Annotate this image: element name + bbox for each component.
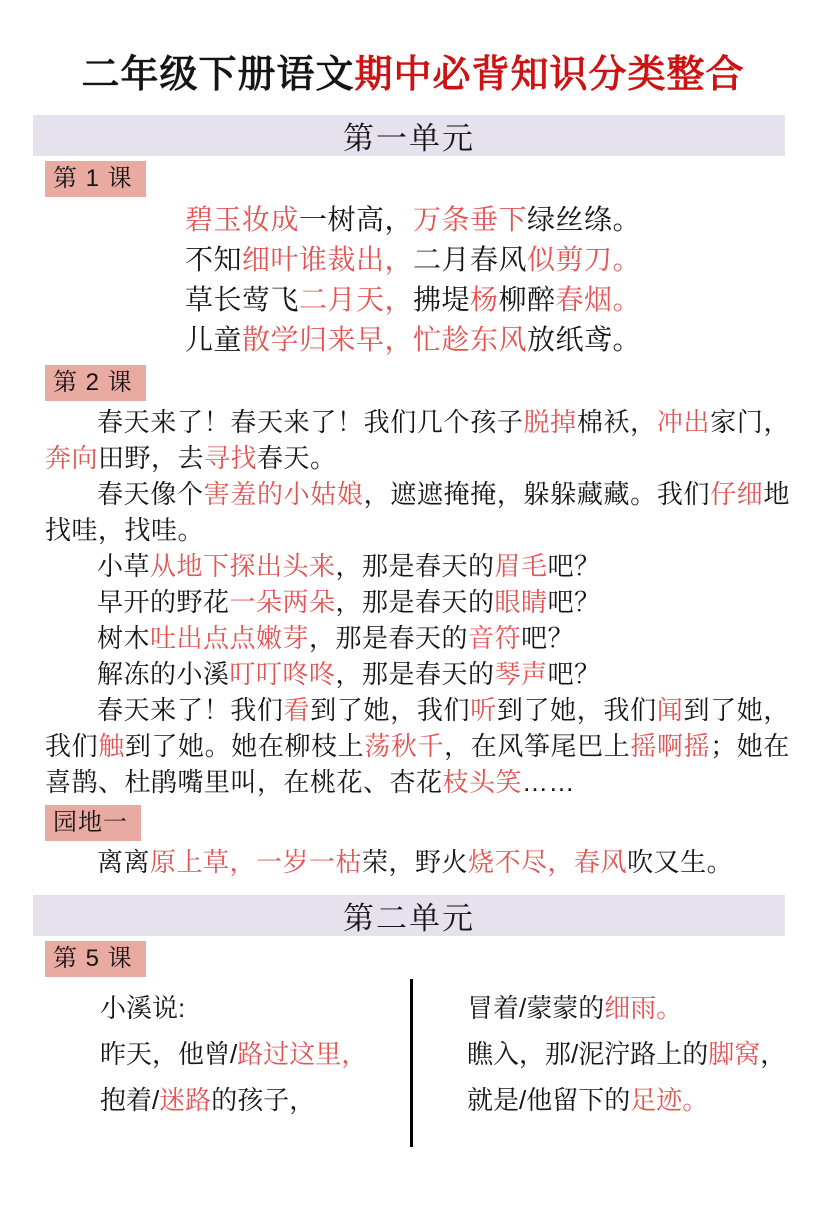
- text-run: 瞧入，那/泥泞路上的: [467, 1039, 709, 1069]
- text-run: 不知: [184, 244, 242, 275]
- text-run: 到了她。她在柳枝上: [124, 731, 365, 761]
- highlighted-text-run: 迷路: [159, 1085, 212, 1115]
- highlighted-text-run: 闻: [656, 695, 684, 725]
- text-run: 到了她，我们: [496, 695, 657, 725]
- text-run: ，那是春天的: [335, 587, 495, 617]
- text-run: 草长莺飞: [184, 284, 299, 315]
- page-title-black-part: 二年级下册语文: [81, 54, 355, 96]
- unit2-section-header: 第二单元: [33, 895, 785, 936]
- highlighted-text-run: 春烟。: [555, 284, 642, 315]
- highlighted-text-run: 奔向: [45, 443, 99, 473]
- highlighted-text-run: 一朵两朵: [229, 587, 336, 617]
- text-run: ；她在喜鹊、杜鹃嘴里叫，在桃花、杏花: [45, 731, 790, 797]
- lesson5-left-column: [45, 979, 410, 1147]
- highlighted-text-run: 听: [470, 695, 497, 725]
- text-run: ，: [760, 1039, 787, 1069]
- text-run: 的孩子，: [211, 1085, 316, 1115]
- garden1-text: [45, 844, 790, 880]
- highlighted-text-run: 散学归来早，忙趁东风: [241, 324, 527, 355]
- highlighted-text-run: 触: [98, 731, 125, 761]
- lesson1-label-row: [0, 161, 826, 197]
- garden1-label: 园地一: [45, 805, 141, 841]
- text-run: 地找哇，找哇。: [45, 479, 790, 545]
- garden1-poem-line: [45, 844, 790, 880]
- text-run: ，那是春天的: [335, 659, 495, 689]
- highlighted-text-run: 二月天，: [298, 284, 413, 315]
- lesson5-label-row: [0, 941, 826, 977]
- text-run: 家门，: [710, 407, 790, 437]
- garden1-label-row: [0, 805, 826, 841]
- text-run: 春天。: [257, 443, 337, 473]
- text-run: 抱着/: [100, 1085, 160, 1115]
- paragraph: [45, 404, 790, 476]
- text-run: ，那是春天的: [335, 551, 495, 581]
- highlighted-text-run: 寻找: [204, 443, 258, 473]
- verse-line: [100, 985, 410, 1031]
- lesson5-right-column: [413, 979, 796, 1147]
- text-run: 吧？: [547, 659, 601, 689]
- poem-line: [0, 240, 826, 280]
- highlighted-text-run: 细雨。: [604, 993, 683, 1023]
- lesson1-poem: [0, 200, 826, 360]
- text-run: 到了她，我们: [310, 695, 471, 725]
- lesson2-label-row: [0, 365, 826, 401]
- lesson2-label: 第 2 课: [45, 365, 146, 401]
- highlighted-text-run: 烧不尽，春风: [468, 847, 628, 877]
- text-run: 一树高，: [298, 204, 413, 235]
- text-run: 早开的野花: [97, 587, 230, 617]
- lesson5-two-column-block: [45, 979, 796, 1147]
- paragraph: [45, 656, 790, 692]
- highlighted-text-run: 万条垂下: [413, 204, 528, 235]
- text-run: 柳醉: [498, 284, 556, 315]
- text-run: 绿丝绦。: [527, 204, 642, 235]
- text-run: 放纸鸢。: [527, 324, 642, 355]
- text-run: 小溪说:: [100, 993, 186, 1023]
- paragraph: [45, 620, 790, 656]
- highlighted-text-run: 仔细: [710, 479, 764, 509]
- lesson2-text: [45, 404, 790, 800]
- highlighted-text-run: 琴声: [494, 659, 548, 689]
- text-run: ，遮遮掩掩，躲躲藏藏。我们: [363, 479, 711, 509]
- highlighted-text-run: 脚窝: [708, 1039, 761, 1069]
- highlighted-text-run: 路过这里，: [237, 1039, 368, 1069]
- highlighted-text-run: 看: [283, 695, 311, 725]
- paragraph: [45, 584, 790, 620]
- highlighted-text-run: 害羞的小姑娘: [203, 479, 364, 509]
- highlighted-text-run: 。: [682, 1085, 709, 1115]
- verse-line: [467, 1031, 796, 1077]
- text-run: 吧？: [547, 587, 601, 617]
- highlighted-text-run: 吐出点点嫩芽: [150, 623, 310, 653]
- text-run: 春天像个: [97, 479, 204, 509]
- highlighted-text-run: 荡秋千: [364, 731, 445, 761]
- highlighted-text-run: 从地下探出头来: [150, 551, 336, 581]
- text-run: 拂堤: [412, 284, 470, 315]
- highlighted-text-run: 碧玉妆成: [184, 204, 299, 235]
- highlighted-text-run: 似剪刀。: [527, 244, 642, 275]
- text-run: 吹又生。: [627, 847, 734, 877]
- lesson1-label: 第 1 课: [45, 161, 146, 197]
- text-run: 二月春风: [413, 244, 528, 275]
- worksheet-page: [0, 50, 826, 1219]
- text-run: 田野，去: [98, 443, 205, 473]
- verse-line: [467, 1077, 796, 1123]
- text-run: ……: [522, 767, 576, 797]
- unit1-section-header: 第一单元: [33, 115, 785, 156]
- paragraph: [45, 692, 790, 800]
- highlighted-text-run: 眉毛: [494, 551, 548, 581]
- lesson5-label: 第 5 课: [45, 941, 146, 977]
- verse-line: [467, 985, 796, 1031]
- text-run: 春天来了！春天来了！我们几个孩子: [97, 407, 524, 437]
- text-run: ，那是春天的: [309, 623, 469, 653]
- poem-line: [0, 320, 826, 360]
- poem-line: [0, 280, 826, 320]
- text-run: 吧？: [547, 551, 601, 581]
- text-run: 小草: [97, 551, 151, 581]
- highlighted-text-run: 杨: [470, 284, 499, 315]
- text-run: 树木: [97, 623, 151, 653]
- text-run: 吧？: [521, 623, 575, 653]
- highlighted-text-run: 冲出: [656, 407, 711, 437]
- text-run: 离离: [97, 847, 151, 877]
- paragraph: [45, 548, 790, 584]
- text-run: 就是/他留下的: [467, 1085, 631, 1115]
- highlighted-text-run: 音符: [468, 623, 522, 653]
- highlighted-text-run: 摇啊摇: [630, 731, 711, 761]
- text-run: ，在风筝尾巴上: [444, 731, 631, 761]
- highlighted-text-run: 足迹: [630, 1085, 683, 1115]
- text-run: 到了她，我们: [45, 695, 790, 761]
- text-run: 昨天，他曾/: [100, 1039, 238, 1069]
- page-title: [0, 50, 826, 100]
- page-title-red-part: 期中必背知识分类整合: [354, 54, 745, 96]
- text-run: 儿童: [184, 324, 242, 355]
- highlighted-text-run: 原上草，一岁一枯: [150, 847, 363, 877]
- verse-line: [100, 1077, 410, 1123]
- text-run: 冒着/蒙蒙的: [467, 993, 605, 1023]
- highlighted-text-run: 叮叮咚咚: [229, 659, 336, 689]
- paragraph: [45, 476, 790, 548]
- text-run: 解冻的小溪: [97, 659, 230, 689]
- highlighted-text-run: 细叶谁裁出，: [241, 244, 413, 275]
- text-run: 荣，野火: [362, 847, 469, 877]
- highlighted-text-run: 脱掉: [523, 407, 577, 437]
- poem-line: [0, 200, 826, 240]
- highlighted-text-run: 枝头笑: [442, 767, 523, 797]
- highlighted-text-run: 眼睛: [494, 587, 548, 617]
- text-run: 春天来了！我们: [97, 695, 284, 725]
- text-run: 棉袄，: [576, 407, 657, 437]
- verse-line: [100, 1031, 410, 1077]
